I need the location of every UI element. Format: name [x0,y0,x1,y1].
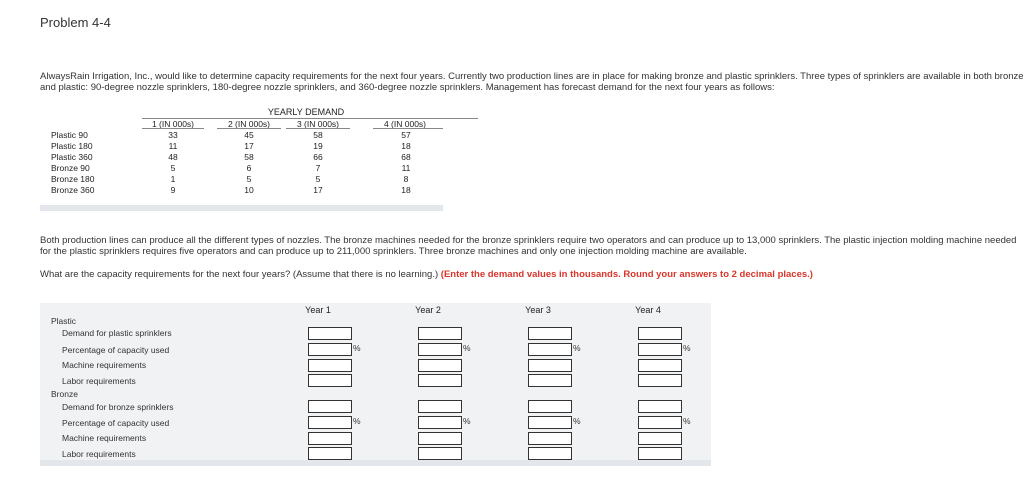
cell: 19 [313,141,323,151]
year-3-header: Year 3 [525,305,551,315]
plastic-capacity-y1-input[interactable] [308,343,352,356]
plastic-machine-y4-input[interactable] [638,359,682,372]
percent-label: % [683,416,691,426]
question-line [40,269,813,280]
cell: 10 [244,185,254,195]
plastic-machine-y2-input[interactable] [418,359,462,372]
plastic-demand-y1-input[interactable] [308,327,352,340]
row-label: Bronze 180 [51,174,95,184]
bronze-demand-y1-input[interactable] [308,400,352,413]
plastic-machine-y3-input[interactable] [528,359,572,372]
instruction-text: (Enter the demand values in thousands. Round your answers to 2 decimal places.) [440,269,813,280]
cell: 7 [315,163,321,173]
answer-table [40,303,711,466]
cell: 58 [244,152,254,162]
cell: 33 [168,130,178,140]
percent-label: % [573,343,581,353]
cell: 68 [401,152,411,162]
bronze-capacity-y4-input[interactable] [638,416,682,429]
problem-title: Problem 4-4 [40,15,111,30]
bronze-heading: Bronze [51,389,78,399]
cell: 5 [170,163,176,173]
cell: 48 [168,152,178,162]
row-label: Plastic 180 [51,141,93,151]
description-paragraph: Both production lines can produce all the different types of nozzles. The bronze machines needed for the bronze sprinklers require two operators and can produce up to 13,000 sprinklers. The plastic injection molding machine needed for the plastic sprinklers requires five operators and can produce up to 211,000 sprinklers. Three bronze machines and only one injection molding machine are available. [40,235,1017,257]
cell: 18 [401,141,411,151]
bronze-demand-y3-input[interactable] [528,400,572,413]
bronze-labor-y3-input[interactable] [528,447,572,460]
percent-label: % [353,416,361,426]
bronze-machine-y2-input[interactable] [418,432,462,445]
percent-label: % [683,343,691,353]
plastic-demand-y2-input[interactable] [418,327,462,340]
col-header-4: 4 (IN 000s) [383,119,427,129]
bronze-capacity-y1-input[interactable] [308,416,352,429]
bronze-labor-y4-input[interactable] [638,447,682,460]
bronze-demand-y2-input[interactable] [418,400,462,413]
cell: 18 [401,185,411,195]
plastic-capacity-y4-input[interactable] [638,343,682,356]
bronze-machine-y4-input[interactable] [638,432,682,445]
percent-label: % [573,416,581,426]
plastic-labor-y3-input[interactable] [528,374,572,387]
cell: 66 [313,152,323,162]
plastic-heading: Plastic [51,316,77,326]
row-label: Plastic 360 [51,152,93,162]
cell: 57 [401,130,411,140]
cell: 5 [246,174,252,184]
plastic-capacity-y3-input[interactable] [528,343,572,356]
plastic-capacity-y2-input[interactable] [418,343,462,356]
plastic-labor-y4-input[interactable] [638,374,682,387]
bronze-capacity-y2-input[interactable] [418,416,462,429]
year-4-header: Year 4 [635,305,661,315]
row-label: Bronze 90 [51,163,90,173]
plastic-row-label: Labor requirements [62,376,136,386]
col-header-3: 3 (IN 000s) [296,119,340,129]
cell: 17 [244,141,254,151]
col-header-1: 1 (IN 000s) [151,119,195,129]
question-text: What are the capacity requirements for the next four years? (Assume that there is no learning.) [40,269,439,280]
year-1-header: Year 1 [305,305,331,315]
cell: 1 [170,174,176,184]
plastic-row-label: Demand for plastic sprinklers [62,328,172,338]
plastic-row-label: Machine requirements [62,360,147,370]
cell: 5 [315,174,321,184]
percent-label: % [463,343,471,353]
plastic-labor-y2-input[interactable] [418,374,462,387]
bronze-row-label: Percentage of capacity used [62,418,170,428]
bronze-labor-y1-input[interactable] [308,447,352,460]
bronze-machine-y1-input[interactable] [308,432,352,445]
intro-paragraph: AlwaysRain Irrigation, Inc., would like to determine capacity requirements for the next four years. Currently two production lines are in place for making bronze and plastic sprinklers. Three types of sprinklers are available in both bronze and plastic: 90-degree nozzle sprinklers, 180-degree nozzle sprinklers, and 360-degree nozzle sprinklers. Management has forecast demand for the next four years as follows: [40,71,1024,93]
bronze-labor-y2-input[interactable] [418,447,462,460]
cell: 9 [170,185,176,195]
plastic-machine-y1-input[interactable] [308,359,352,372]
bronze-machine-y3-input[interactable] [528,432,572,445]
bronze-capacity-y3-input[interactable] [528,416,572,429]
row-label: Plastic 90 [51,130,88,140]
cell: 6 [246,163,252,173]
plastic-demand-y4-input[interactable] [638,327,682,340]
bronze-row-label: Demand for bronze sprinklers [62,402,174,412]
yearly-demand-header: YEARLY DEMAND [267,107,345,117]
cell: 45 [244,130,254,140]
bronze-row-label: Machine requirements [62,433,147,443]
percent-label: % [353,343,361,353]
cell: 58 [313,130,323,140]
cell: 11 [168,141,178,151]
percent-label: % [463,416,471,426]
year-2-header: Year 2 [415,305,441,315]
demand-table [40,107,443,211]
plastic-demand-y3-input[interactable] [528,327,572,340]
plastic-row-label: Percentage of capacity used [62,345,170,355]
plastic-labor-y1-input[interactable] [308,374,352,387]
col-header-2: 2 (IN 000s) [227,119,271,129]
cell: 17 [313,185,323,195]
cell: 8 [403,174,409,184]
row-label: Bronze 360 [51,185,95,195]
cell: 11 [401,163,411,173]
bronze-row-label: Labor requirements [62,449,136,459]
bronze-demand-y4-input[interactable] [638,400,682,413]
